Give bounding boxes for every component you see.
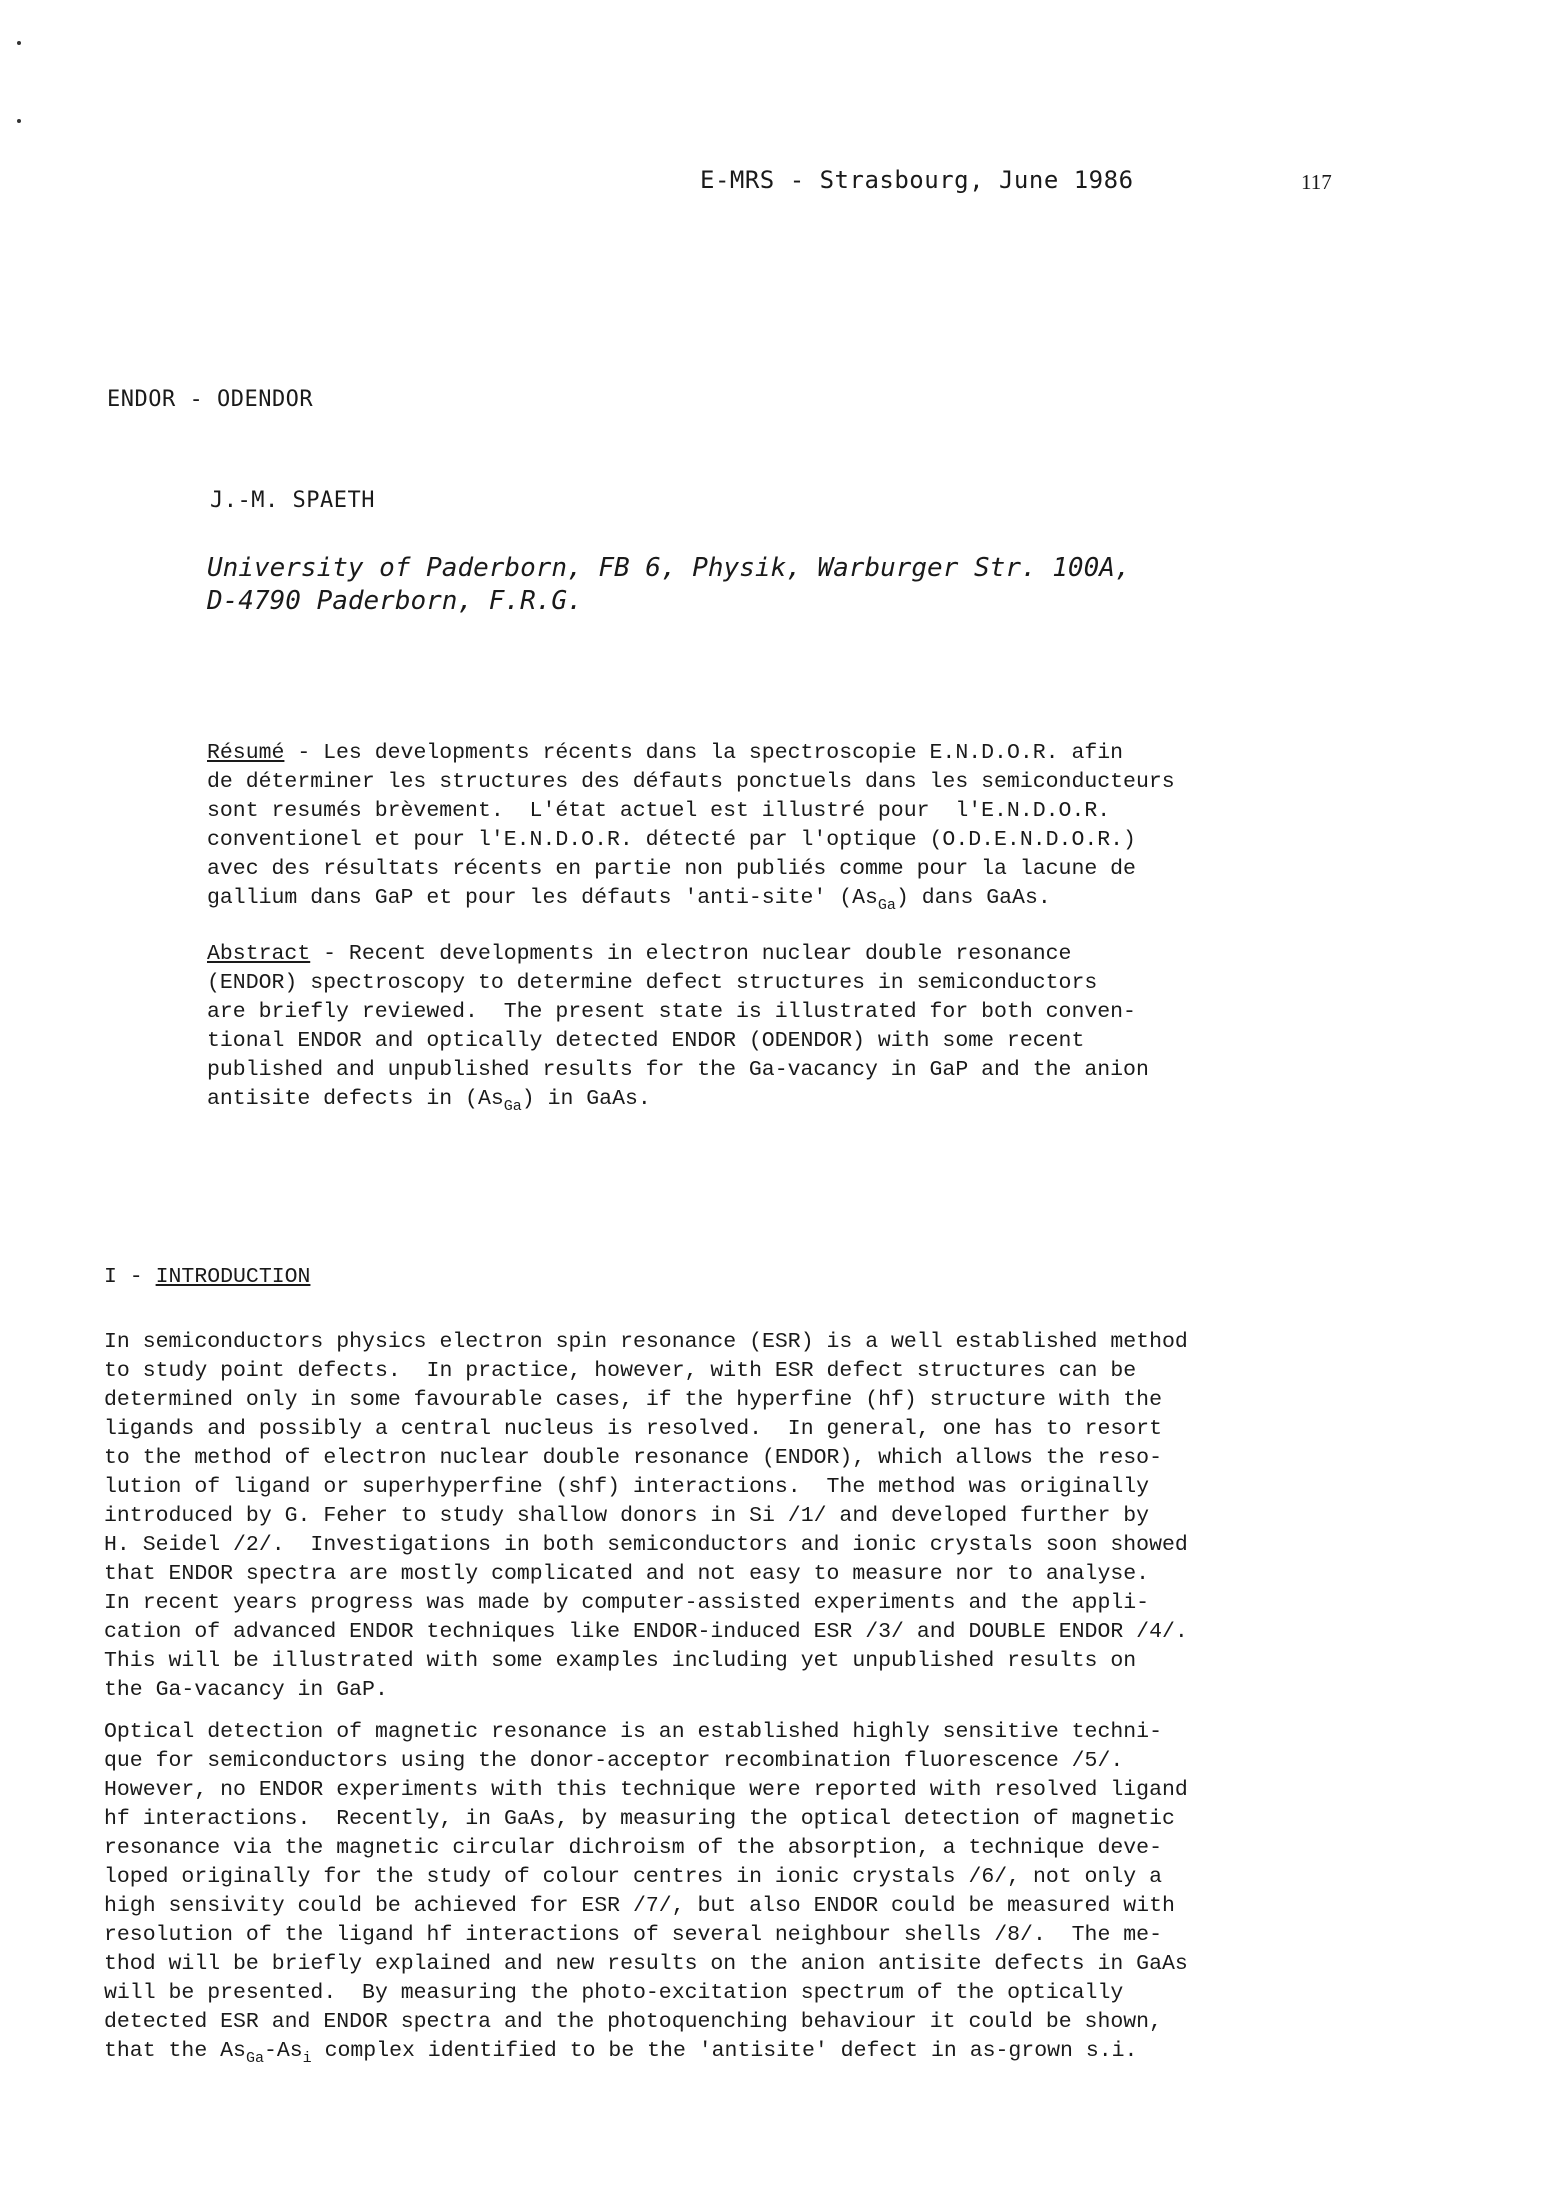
abstract-label: Abstract [207,942,311,966]
resume-line: de déterminer les structures des défauts ponctuels dans les semiconducteurs [207,770,1175,794]
body-line: lution of ligand or superhyperfine (shf) interactions. The method was originally [104,1475,1150,1499]
resume-line: avec des résultats récents en partie non publiés comme pour la lacune de [207,857,1136,881]
body-line: cation of advanced ENDOR techniques like ENDOR-induced ESR /3/ and DOUBLE ENDOR /4/. [104,1620,1188,1644]
body-line: determined only in some favourable cases, if the hyperfine (hf) structure with the [104,1388,1162,1412]
abstract-line: published and unpublished results for the Ga-vacancy in GaP and the anion [207,1058,1149,1082]
body-line: loped originally for the study of colour centres in ionic crystals /6/, not only a [104,1865,1162,1889]
body-line: to the method of electron nuclear double resonance (ENDOR), which allows the reso- [104,1446,1162,1470]
body-line: detected ESR and ENDOR spectra and the photoquenching behaviour it could be shown, [104,2010,1162,2034]
scan-speck [17,41,21,45]
author-name: J.-M. SPAETH [210,488,375,513]
resume-line: Résumé - Les developments récents dans la spectroscopie E.N.D.O.R. afin [207,741,1124,765]
abstract-line: tional ENDOR and optically detected ENDOR (ODENDOR) with some recent [207,1029,1085,1053]
body-line: This will be illustrated with some examples including yet unpublished results on [104,1649,1137,1673]
body-line: In recent years progress was made by computer-assisted experiments and the appli- [104,1591,1150,1615]
body-line: to study point defects. In practice, however, with ESR defect structures can be [104,1359,1137,1383]
body-line: que for semiconductors using the donor-acceptor recombination fluorescence /5/. [104,1749,1124,1773]
body-line: hf interactions. Recently, in GaAs, by measuring the optical detection of magnetic [104,1807,1175,1831]
body-line: resonance via the magnetic circular dichroism of the absorption, a technique deve- [104,1836,1162,1860]
page-number: 117 [1301,170,1332,194]
resume-line: conventionel et pour l'E.N.D.O.R. détecté par l'optique (O.D.E.N.D.O.R.) [207,828,1136,852]
body-line: introduced by G. Feher to study shallow donors in Si /1/ and developed further by [104,1504,1150,1528]
abstract-line: (ENDOR) spectroscopy to determine defect structures in semiconductors [207,971,1098,995]
abstract-line: antisite defects in $(As_{Ga})$ in GaAs. [207,1087,651,1115]
running-header: E-MRS - Strasbourg, June 1986 [700,166,1134,194]
body-line: In semiconductors physics electron spin resonance (ESR) is a well established method [104,1330,1188,1354]
body-line: that the $As_{Ga}-As_i$ complex identified to be the 'antisite' defect in as-grown s.i. [104,2039,1138,2067]
resume-label: Résumé [207,741,285,765]
paper-title: ENDOR - ODENDOR [107,387,314,412]
body-line: ligands and possibly a central nucleus is resolved. In general, one has to resort [104,1417,1162,1441]
scan-speck [17,119,21,123]
body-line: the Ga-vacancy in GaP. [104,1678,388,1702]
affiliation-line-1: University of Paderborn, FB 6, Physik, Warburger Str. 100A, [207,553,1131,583]
body-line: thod will be briefly explained and new results on the anion antisite defects in GaAs [104,1952,1188,1976]
abstract-block [207,940,1149,1114]
body-line: However, no ENDOR experiments with this technique were reported with resolved ligand [104,1778,1188,1802]
intro-paragraph-1 [104,1328,1188,1705]
body-line: that ENDOR spectra are mostly complicated and not easy to measure nor to analyse. [104,1562,1150,1586]
intro-paragraph-2 [104,1718,1188,2066]
body-line: high sensivity could be achieved for ESR /7/, but also ENDOR could be measured with [104,1894,1175,1918]
body-line: will be presented. By measuring the photo-excitation spectrum of the optically [104,1981,1124,2005]
affiliation-line-2: D-4790 Paderborn, F.R.G. [207,586,583,616]
section-heading-label: INTRODUCTION [155,1265,311,1289]
body-line: Optical detection of magnetic resonance is an established highly sensitive techni- [104,1720,1162,1744]
body-line: H. Seidel /2/. Investigations in both semiconductors and ionic crystals soon showed [104,1533,1188,1557]
resume-line: gallium dans GaP et pour les défauts 'anti-site' $(As_{Ga})$ dans GaAs. [207,886,1051,914]
section-heading: I - INTRODUCTION [104,1265,311,1289]
abstract-line: are briefly reviewed. The present state is illustrated for both conven- [207,1000,1136,1024]
abstract-line: Abstract - Recent developments in electron nuclear double resonance [207,942,1072,966]
body-line: resolution of the ligand hf interactions of several neighbour shells /8/. The me- [104,1923,1162,1947]
resume-block [207,739,1175,913]
resume-line: sont resumés brèvement. L'état actuel est illustré pour l'E.N.D.O.R. [207,799,1111,823]
